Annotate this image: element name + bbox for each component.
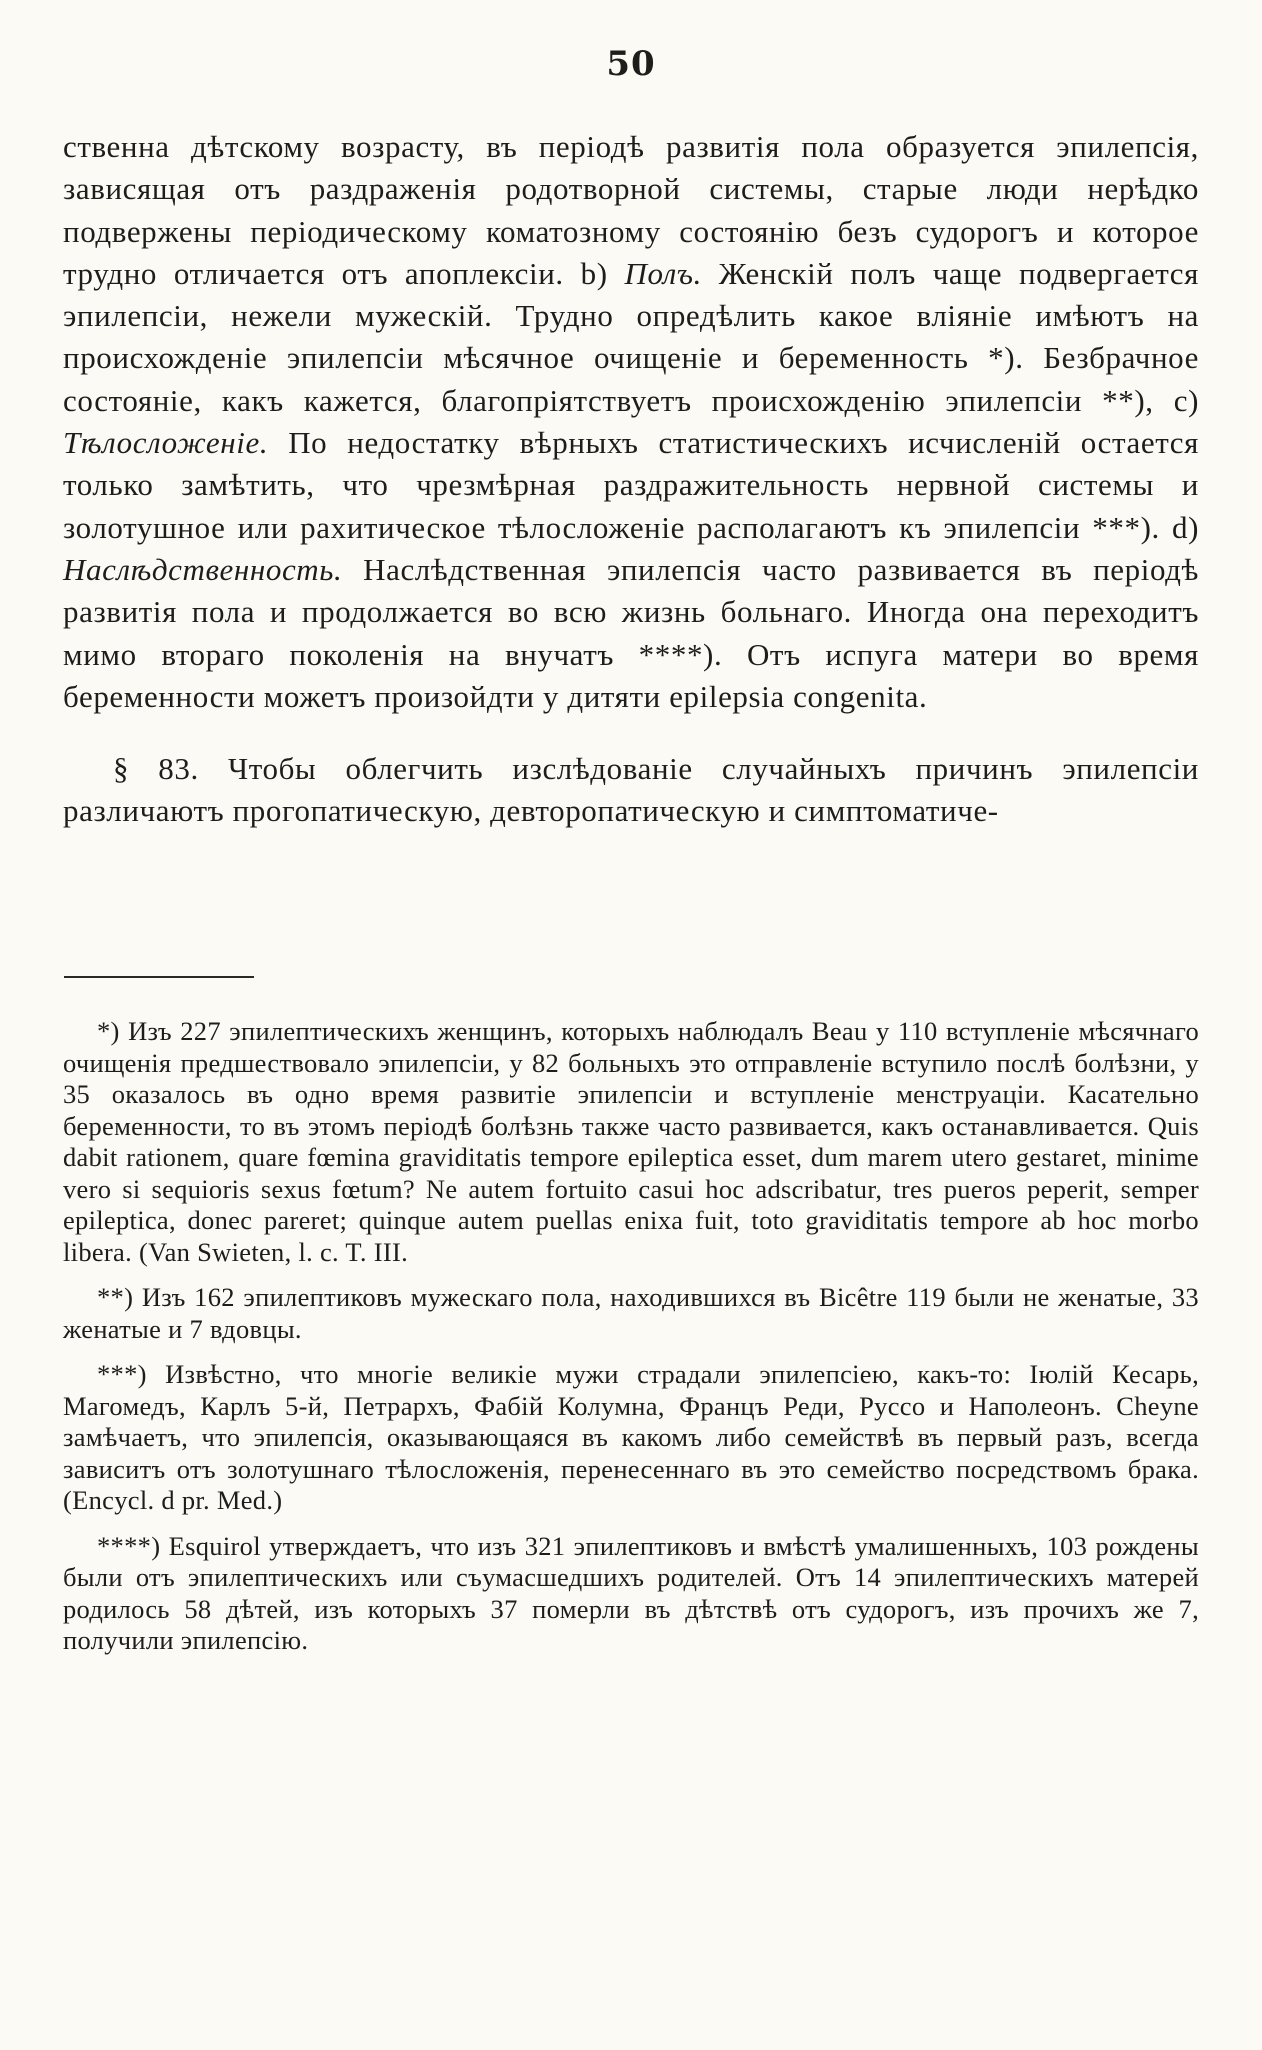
footnotes <box>63 1016 1199 1671</box>
footnote-separator <box>64 976 254 978</box>
heading-teloslozhenie: Тѣлосложеніе. <box>63 425 269 461</box>
paragraph-text: ственна дѣтскому возрасту, въ періодѣ развитія пола образуется эпилепсія, зависящая отъ раздраженія родотворной системы, старые люди нерѣдко подвержены періодическому коматозному состоянію безъ судорогъ и которое трудно отличается отъ апоплексіи. b) <box>63 129 1199 291</box>
footnote-4: ****) Esquirol утверждаетъ, что изъ 321 эпилептиковъ и вмѣстѣ умалишенныхъ, 103 рождены были отъ эпилептическихъ или съумасшедшихъ родителей. Отъ 14 эпилептическихъ матерей родилось 58 дѣтей, изъ которыхъ 37 померли въ дѣтствѣ отъ судорогъ, изъ прочихъ же 7, получили эпилепсію. <box>63 1530 1199 1655</box>
footnote-3: ***) Извѣстно, что многіе великіе мужи страдали эпилепсіею, какъ-то: Іюлій Кесарь, Магомедъ, Карлъ 5-й, Петрархъ, Фабій Колумна, Францъ Реди, Руссо и Наполеонъ. Cheyne замѣчаетъ, что эпилепсія, оказывающаяся въ какомъ либо семействѣ въ первый разъ, всегда зависитъ отъ золотушнаго тѣлосложенія, перенесеннаго въ это семейство посредствомъ брака. (Encycl. d pr. Med.) <box>63 1359 1199 1515</box>
paragraph-text: Наслѣдственная эпилепсія часто развивается въ періодѣ развитія пола и продолжается во всю жизнь больнаго. Иногда она переходитъ мимо втораго поколенія на внучатъ ****). Отъ испуга матери во время беременности можетъ произойдти у дитяти epilepsia congenita. <box>63 551 1199 714</box>
footnote-2: **) Изъ 162 эпилептиковъ мужескаго пола, находившихся въ Bicêtre 119 были не женатые, 33 женатые и 7 вдовцы. <box>63 1282 1199 1344</box>
paragraph-text: По недостатку вѣрныхъ статистическихъ исчисленій остается только замѣтить, что чрезмѣрная раздражительность нервной системы и золотушное или рахитическое тѣлосложеніе располагаютъ къ эпилепсіи ***). d) <box>63 425 1199 545</box>
main-text <box>63 126 1199 833</box>
heading-pol: Полъ. <box>624 255 702 291</box>
paragraph-text: Женскій полъ чаще подвергается эпилепсіи, нежели мужескій. Трудно опредѣлить какое вліяніе имѣютъ на происхожденіе эпилепсіи мѣсячное очищеніе и беременность *). Безбрачное состояніе, какъ кажется, благопріятствуетъ происхожденію эпилепсіи **), с) <box>63 255 1200 418</box>
footnote-1: *) Изъ 227 эпилептическихъ женщинъ, которыхъ наблюдалъ Beau у 110 вступленіе мѣсячнаго очищенія предшествовало эпилепсіи, у 82 больныхъ это отправленіе вступило послѣ болѣзни, у 35 оказалось въ одно время развитіе эпилепсіи и вступленіе менструаціи. Касательно беременности, то въ этомъ періодѣ болѣзнь также часто развивается, какъ останавливается. Quis dabit rationem, quare fœmina graviditatis tempore epileptica esset, dum marem utero gestaret, minime vero si sequioris sexus fœtum? Ne autem fortuito casui hoc adscribatur, tres pueros peperit, semper epileptica, donec pareret; quinque autem puellas enixa fuit, toto graviditatis tempore ab hoc morbo libera. (Van Swieten, l. c. T. III. <box>63 1016 1199 1267</box>
page-number: 50 <box>606 44 656 84</box>
section-83-paragraph: § 83. Чтобы облегчить изслѣдованіе случайныхъ причинъ эпилепсіи различаютъ прогопатическую, девторопатическую и симптоматиче- <box>63 751 1199 829</box>
heading-nasledstvennost: Наслѣдственность. <box>63 551 343 587</box>
main-paragraph <box>63 126 1199 718</box>
